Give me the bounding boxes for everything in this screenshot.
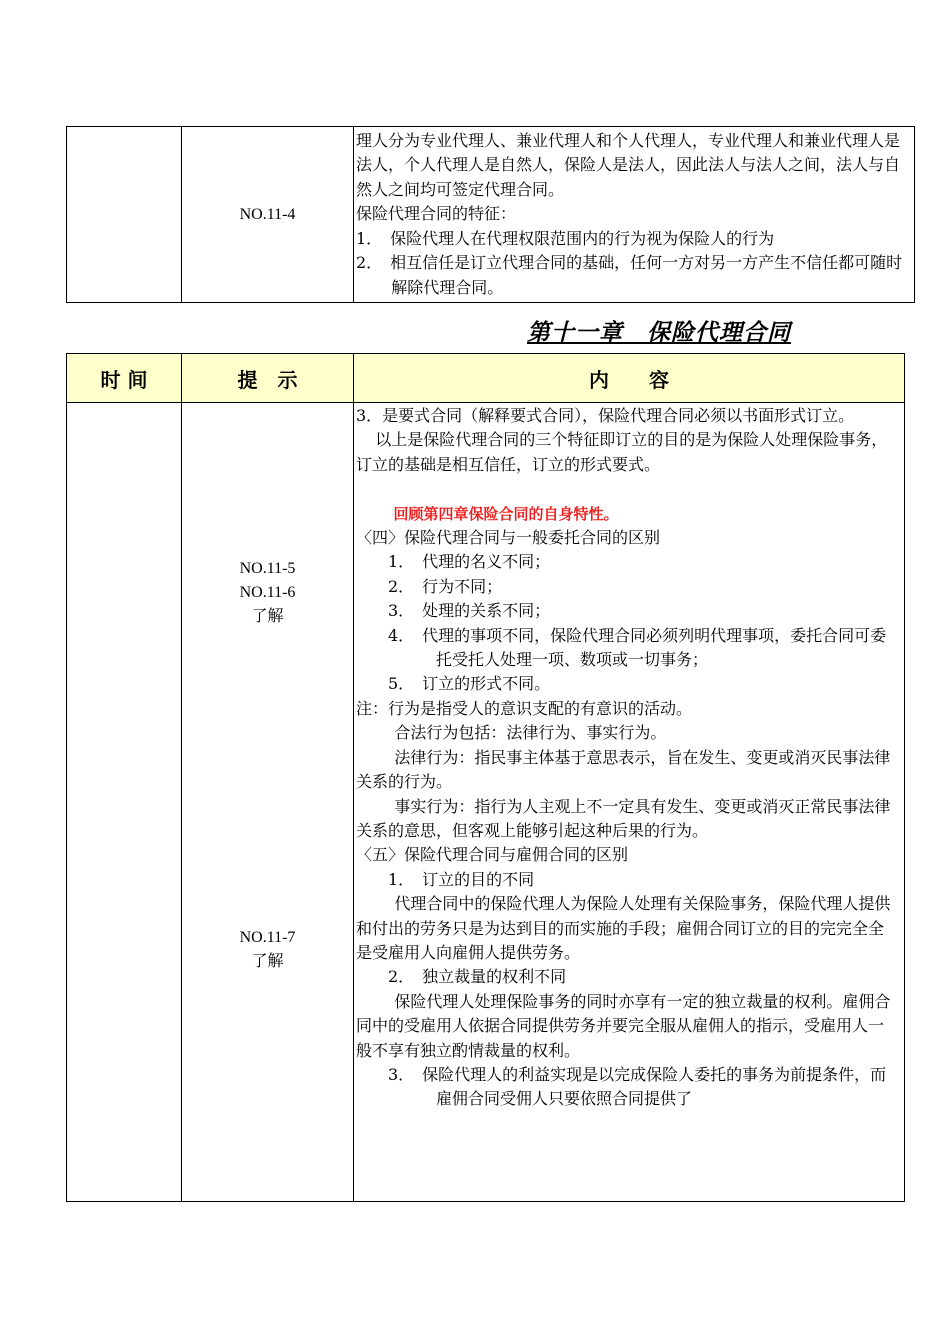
top-continuation-table xyxy=(66,126,915,303)
hint-cell xyxy=(182,403,354,1202)
section-heading: 〈四〉保险代理合同与一般委托合同的区别 xyxy=(356,528,661,548)
content-list-item: 1． 保险代理人在代理权限范围内的行为视为保险人的行为 xyxy=(356,228,775,248)
hint-group-2 xyxy=(182,926,353,974)
hint-cell: NO.11-4 xyxy=(182,127,354,303)
content-paragraph: 3．是要式合同（解释要式合同），保险代理合同必须以书面形式订立。 xyxy=(356,406,855,425)
chapter-title: 第十一章 保险代理合同 xyxy=(527,319,791,346)
content-cell xyxy=(354,403,905,1202)
content-list-item: 5． 订立的形式不同。 xyxy=(388,674,551,694)
hint-line: 了解 xyxy=(251,608,284,625)
content-cell xyxy=(354,127,915,303)
content-paragraph: 合法行为包括：法律行为、事实行为。 xyxy=(394,723,667,743)
table-row xyxy=(67,403,905,1202)
content-paragraph: 保险代理合同的特征： xyxy=(356,204,517,224)
table-row xyxy=(67,127,915,303)
review-note: 回顾第四章保险合同的自身特性。 xyxy=(393,504,619,523)
hint-line: NO.11-6 xyxy=(239,584,296,601)
header-time: 时 间 xyxy=(67,354,182,403)
content-paragraph: 理人分为专业代理人、兼业代理人和个人代理人，专业代理人和兼业代理人是法人，个人代理人是自然人，保险人是法人，因此法人与法人之间，法人与自然人之间均可签定代理合同。 xyxy=(356,131,901,199)
time-cell xyxy=(67,403,182,1202)
content-paragraph: 事实行为：指行为人主观上不一定具有发生、变更或消灭正常民事法律关系的意思，但客观上能够引起这种后果的行为。 xyxy=(356,796,891,840)
hint-line: NO.11-5 xyxy=(239,560,296,577)
content-list-item: 1． 订立的目的不同 xyxy=(388,869,535,889)
content-list-item: 4． 代理的事项不同，保险代理合同必须列明代理事项，委托合同可委托受托人处理一项、数项或一切事务； xyxy=(388,625,887,670)
table-header-row xyxy=(67,354,905,403)
hint-group-1 xyxy=(182,557,353,629)
blank-line xyxy=(356,477,896,501)
content-list-item: 2． 相互信任是订立代理合同的基础，任何一方对另一方产生不信任都可随时解除代理合同。 xyxy=(356,253,903,297)
content-paragraph: 代理合同中的保险代理人为保险人处理有关保险事务，保险代理人提供和付出的劳务只是为达到目的而实施的手段；雇佣合同订立的目的完完全全是受雇用人向雇佣人提供劳务。 xyxy=(356,894,891,962)
content-list-item: 2． 独立裁量的权利不同 xyxy=(388,967,567,987)
note-paragraph: 注：行为是指受人的意识支配的有意识的活动。 xyxy=(356,698,693,718)
content-list-item: 3． 保险代理人的利益实现是以完成保险人委托的事务为前提条件，而雇佣合同受佣人只要依照合同提供了 xyxy=(388,1064,887,1109)
content-list-item: 2． 行为不同； xyxy=(388,576,503,596)
content-paragraph: 法律行为：指民事主体基于意思表示，旨在发生、变更或消灭民事法律关系的行为。 xyxy=(356,747,891,792)
section-heading: 〈五〉保险代理合同与雇佣合同的区别 xyxy=(356,845,629,865)
main-table xyxy=(66,353,905,1202)
hint-line: 了解 xyxy=(251,953,284,970)
content-list-item: 3． 处理的关系不同； xyxy=(388,601,551,621)
header-hint: 提 示 xyxy=(182,354,354,403)
header-content: 内 容 xyxy=(354,354,905,403)
time-cell xyxy=(67,127,182,303)
hint-line: NO.11-7 xyxy=(239,929,296,946)
content-list-item: 1． 代理的名义不同； xyxy=(388,552,551,572)
content-paragraph: 以上是保险代理合同的三个特征即订立的目的是为保险人处理保险事务，订立的基础是相互信任，订立的形式要式。 xyxy=(356,430,888,474)
content-paragraph: 保险代理人处理保险事务的同时亦享有一定的独立裁量的权利。雇佣合同中的受雇用人依据合同提供劳务并要完全服从雇佣人的指示，受雇用人一般不享有独立酌情裁量的权利。 xyxy=(356,991,891,1060)
